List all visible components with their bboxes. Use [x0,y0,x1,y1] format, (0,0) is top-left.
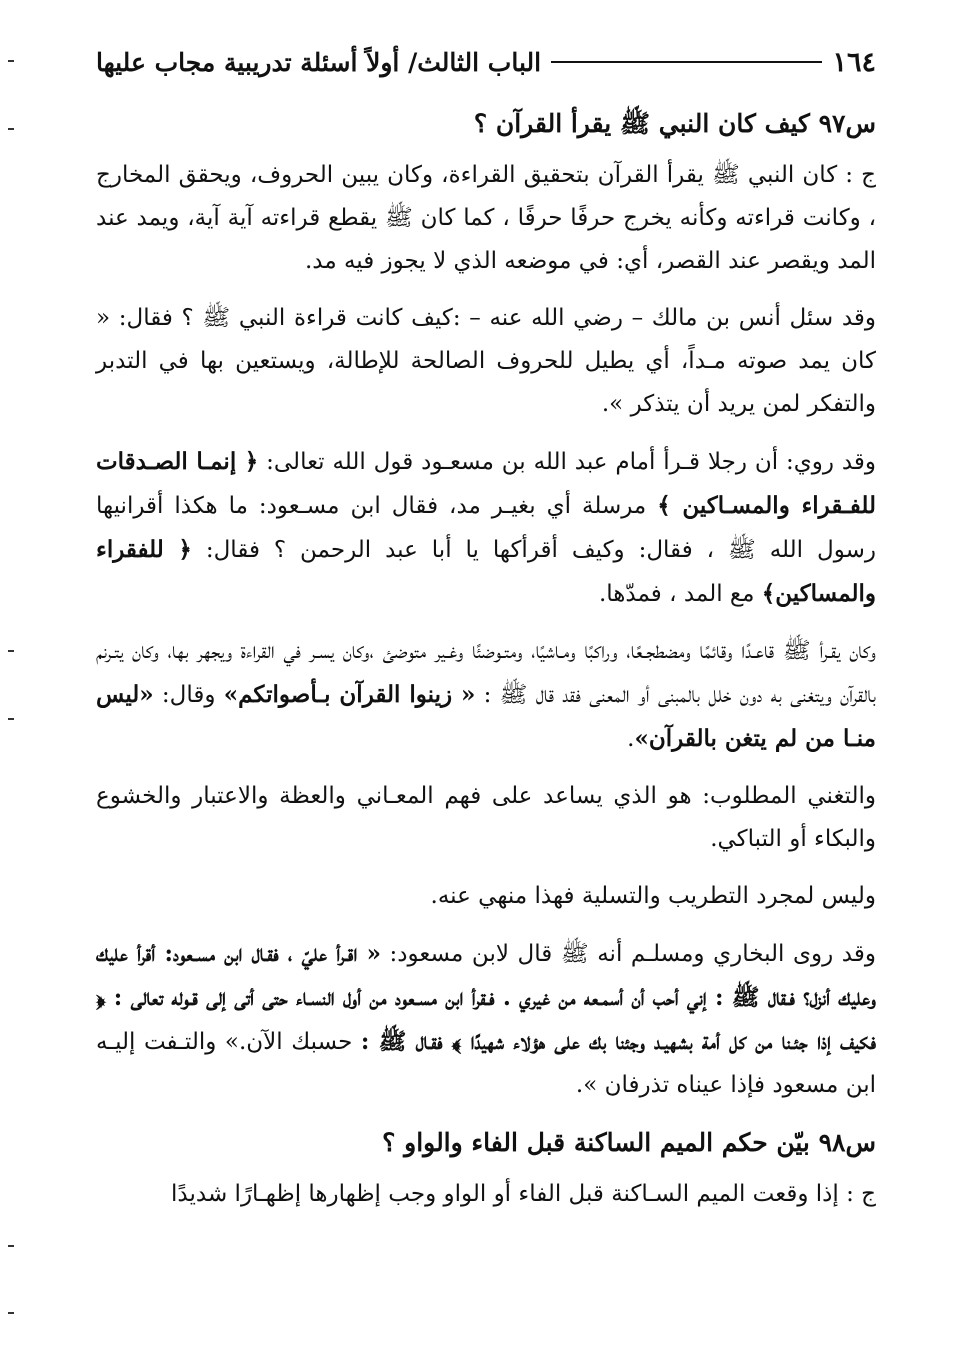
ibn-masud-text-1: وقد روي: أن رجلا قـرأ أمام عبد الله بن مسعـود قول الله تعالى: [258,449,876,475]
margin-mark [8,128,14,130]
bukhari-text-1: وقد روى البخاري ومسلـم أنه ﷺ قال لابن مسعود: [380,941,876,967]
recitation-text-3: . [627,726,635,752]
taghanni-text: والتغني المطلوب: هو الذي يساعد على فهم المعـاني والعظة والاعتبار والخشوع والبكاء أو التباكي. [96,783,876,852]
ibn-masud-paragraph [96,440,876,616]
hadith-laysa-minna: «ليس منـا من لم يتغن بالقرآن» [96,681,876,752]
book-page [96,40,876,1230]
margin-mark [8,718,14,720]
page-number: ١٦٤ [832,46,876,78]
verse-sadaqat: ﴿ إنمـا الصـدقات للفـقراء والمسـاكين ﴾ [96,448,876,519]
ibn-masud-text-2: مرسلة أي بغيـر مد، فقال ابن مسـعود: ما هكذا أقرانيها رسول الله ﷺ ، فقال: وكيف أقرأكها يا أبا عبد الرحمن ؟ فقال: [96,493,876,563]
verse-fuqara: ﴿ للفقراء والمساكين﴾ [96,536,876,607]
question-98-title: س٩٨ بيّن حكم الميم الساكنة قبل الفاء والواو ؟ [382,1128,876,1157]
recitation-text-2: وقال: [153,682,224,708]
prohibited-paragraph [96,875,876,918]
page-header [96,40,876,84]
bukhari-paragraph [96,932,876,1107]
ibn-masud-text-3: مع المد ، فمدّها. [598,581,762,607]
question-98 [96,1121,876,1216]
recitation-states-paragraph [96,630,876,761]
prohibited-text: وليس لمجرد التطريب والتسلية فهذا منهي عنه. [430,883,876,909]
recitation-text-1: وكان يقـرأ ﷺ قاعـدًا وقائمًا ومضطجـعًا، وراكبًا ومـاشيًا، ومتـوضئًا وغـير متوضئ ،وكان يسـر في القراءة ويجهر بها، وكان يتـرنم بالقرآن ويتغنى به دون خلل بالمبنى أو المعنى فقد قال ﷺ : [96,638,876,708]
anas-quote: « كان يمد صوته مـداً، أي يطيل للحروف الصالحة للإطالة، ويستعين بها في التدبر والتفكر لمن يريد أن يتذكر ». [96,305,876,417]
anas-intro: وقد سئل أنس بن مالك – رضي الله عنه – :كيف كانت قراءة النبي ﷺ ؟ فقال: [110,305,876,331]
hadith-zayyinu: « زينوا القرآن بـأصواتكم» [223,681,476,708]
margin-mark [8,1245,14,1247]
margin-mark [8,650,14,652]
bukhari-hadith: « اقـرأ عليّ ، فقـال ابن مسـعود: أقرأ عليك وعليك أنزل؟ فـقال ﷺ : إني أحب أن أسمـعه من غيري . فـقرأ ابن مسـعود من أول النسـاء حتى أتى إلى قـوله تعالى : ﴿ فكيف إذا جئـنا من كل أمة بشهيـد وجئنا بك على هؤلاء شهيدًا ﴾ فقـال ﷺ : [96,940,876,1055]
running-title: الباب الثالث/ أولاً أسئلة تدريبية مجاب عليها [96,47,542,77]
taghanni-paragraph [96,775,876,861]
question-97-title: س٩٧ كيف كان النبي ﷺ يقرأ القرآن ؟ [473,109,876,138]
anas-paragraph [96,297,876,426]
bukhari-text-2: حسبك الآن.» والتـفت إليـه ابن مسعود فإذا عيناه تذرفان ». [96,1029,876,1098]
margin-mark [8,60,14,62]
answer-98: ج : إذا وقعت الميم السـاكنة قبل الفاء أو الواو وجب إظهارها إظهـارًا شديدًا [171,1181,876,1207]
margin-mark [8,1312,14,1314]
answer-97: ج : كان النبي ﷺ يقرأ القرآن بتحقيق القراءة، وكان يبين الحروف، ويحقق المخارج ، وكانت قراءته وكأنه يخرج حرفًا حرفًا ، كما كان ﷺ يقطع قراءته آية آية، ويمد عند المد ويقصر عند القصر، أي: في موضعه الذي لا يجوز فيه مد. [96,162,876,274]
header-rule [551,61,822,63]
question-97 [96,102,876,283]
